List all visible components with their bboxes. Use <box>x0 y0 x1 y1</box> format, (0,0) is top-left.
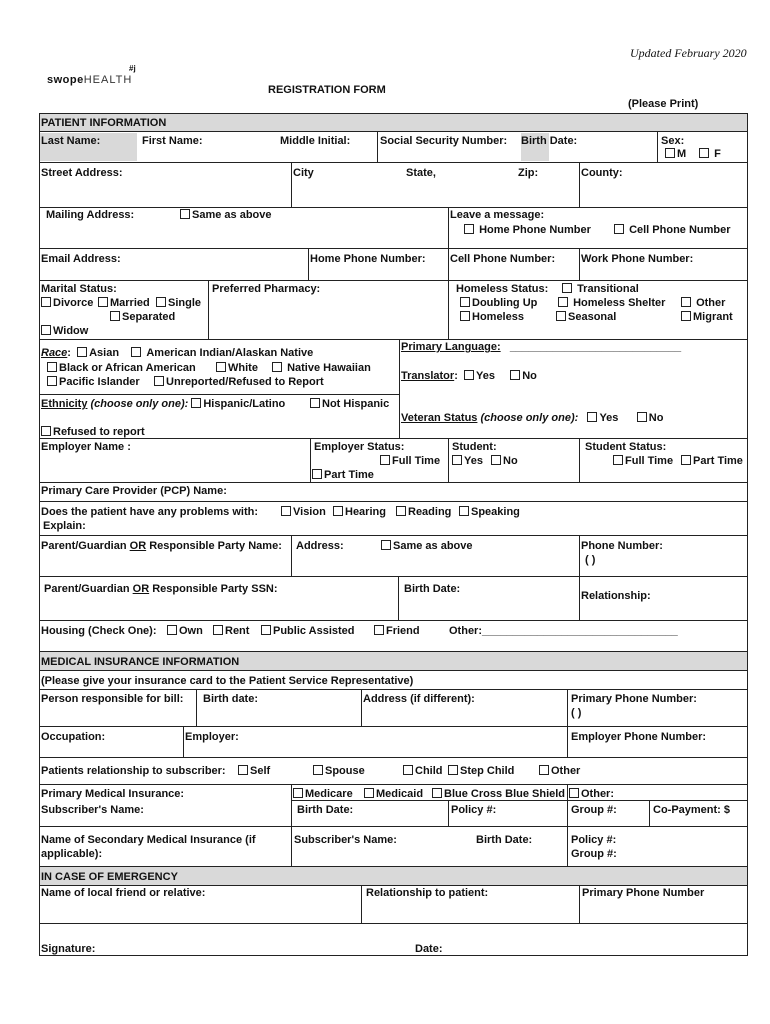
checkbox-icon <box>637 412 647 422</box>
hearing-checkbox[interactable]: Hearing <box>333 506 386 519</box>
checkbox-icon <box>47 376 57 386</box>
hline <box>39 131 748 132</box>
county-label: County: <box>581 167 623 179</box>
policy-label: Policy #: <box>451 804 497 816</box>
checkbox-icon <box>167 625 177 635</box>
not-hispanic-checkbox[interactable]: Not Hispanic <box>310 398 389 411</box>
message-cell-phone-checkbox[interactable]: Cell Phone Number <box>614 224 731 237</box>
checkbox-icon <box>312 469 322 479</box>
hline <box>39 955 748 956</box>
work-phone-label: Work Phone Number: <box>581 253 694 265</box>
pacific-islander-checkbox[interactable]: Pacific Islander <box>47 376 140 389</box>
student-yes-checkbox[interactable]: Yes <box>452 455 483 468</box>
checkbox-icon <box>539 765 549 775</box>
veteran-row <box>401 412 663 425</box>
vline <box>183 726 184 757</box>
occupation-label: Occupation: <box>41 731 106 743</box>
housing-other-field[interactable]: Other:________________________________ <box>449 625 678 637</box>
bcbs-checkbox[interactable]: Blue Cross Blue Shield <box>432 788 565 801</box>
checkbox-icon <box>98 297 108 307</box>
vline <box>649 800 650 826</box>
hline <box>39 482 748 483</box>
rent-checkbox[interactable]: Rent <box>213 625 249 638</box>
hline <box>39 501 748 502</box>
hline <box>39 826 748 827</box>
relationship-other-checkbox[interactable]: Other <box>539 765 580 778</box>
checkbox-icon <box>364 788 374 798</box>
employer-label: Employer: <box>185 731 239 743</box>
checkbox-icon <box>213 625 223 635</box>
sex-m-checkbox[interactable]: M <box>665 148 686 161</box>
checkbox-icon <box>77 347 87 357</box>
checkbox-icon <box>281 506 291 516</box>
vline <box>291 784 292 866</box>
hline <box>39 689 748 690</box>
native-hawaiian-checkbox[interactable]: Native Hawaiian <box>272 362 371 375</box>
step-child-checkbox[interactable]: Step Child <box>448 765 514 778</box>
mailing-address-label: Mailing Address: <box>46 209 135 221</box>
self-checkbox[interactable]: Self <box>238 765 270 778</box>
hline <box>39 576 748 577</box>
email-label: Email Address: <box>41 253 121 265</box>
home-phone-label: Home Phone Number: <box>310 253 426 265</box>
guardian-phone-parens: ( ) <box>585 554 596 566</box>
explain-label: Explain: <box>43 520 86 532</box>
checkbox-icon <box>448 765 458 775</box>
veteran-yes-checkbox[interactable]: Yes <box>587 412 618 424</box>
speaking-checkbox[interactable]: Speaking <box>459 506 520 519</box>
guardian-birth-date-label: Birth Date: <box>404 583 461 595</box>
employer-part-time-checkbox[interactable]: Part Time <box>312 469 374 482</box>
separated-checkbox[interactable]: Separated <box>110 311 175 324</box>
hline <box>39 670 748 671</box>
vline <box>567 784 568 866</box>
student-part-time-checkbox[interactable]: Part Time <box>681 455 743 468</box>
local-contact-label: Name of local friend or relative: <box>41 887 206 899</box>
translator-label: Translator <box>401 370 455 382</box>
checkbox-icon <box>47 362 57 372</box>
same-as-above-checkbox[interactable]: Same as above <box>180 209 272 222</box>
address-different-label: Address (if different): <box>363 693 475 705</box>
vline <box>579 248 580 280</box>
checkbox-icon <box>313 765 323 775</box>
message-home-phone-checkbox[interactable]: Home Phone Number <box>464 224 591 237</box>
checkbox-icon <box>41 426 51 436</box>
checkbox-icon <box>452 455 462 465</box>
checkbox-icon <box>293 788 303 798</box>
guardian-ssn-label: Parent/Guardian OR Responsible Party SSN: <box>44 583 278 595</box>
ethnicity-row <box>41 398 285 411</box>
friend-checkbox[interactable]: Friend <box>374 625 420 638</box>
unreported-checkbox[interactable]: Unreported/Refused to Report <box>154 376 324 389</box>
race-label: Race <box>41 347 68 359</box>
student-no-checkbox[interactable]: No <box>491 455 518 468</box>
primary-language-label: Primary Language: <box>401 341 501 353</box>
checkbox-icon <box>614 224 624 234</box>
checkbox-icon <box>464 224 474 234</box>
updated-date: Updated February 2020 <box>630 46 747 60</box>
public-assisted-checkbox[interactable]: Public Assisted <box>261 625 355 638</box>
secondary-group-label: Group #: <box>571 848 617 860</box>
guardian-phone-label: Phone Number: <box>581 540 663 552</box>
student-label: Student: <box>452 441 497 453</box>
checkbox-icon <box>131 347 141 357</box>
vline <box>448 207 449 248</box>
hline <box>39 535 748 536</box>
responsible-birth-date-label: Birth date: <box>203 693 258 705</box>
guardian-same-above-checkbox[interactable]: Same as above <box>381 540 473 553</box>
hline <box>39 339 748 340</box>
zip-label: Zip: <box>518 167 539 179</box>
hline <box>39 394 400 395</box>
hline <box>39 757 748 758</box>
last-name-label: Last Name: <box>41 135 101 147</box>
hline <box>39 866 748 867</box>
vline <box>291 535 292 576</box>
white-checkbox[interactable]: White <box>216 362 258 375</box>
sex-label: Sex: <box>661 135 685 147</box>
vline <box>208 280 209 339</box>
doubling-up-checkbox[interactable]: Doubling Up <box>460 297 537 310</box>
vline <box>567 689 568 726</box>
checkbox-icon <box>180 209 190 219</box>
first-name-label: First Name: <box>142 135 203 147</box>
checkbox-icon <box>403 765 413 775</box>
signature-label: Signature: <box>41 943 96 955</box>
vline <box>399 339 400 438</box>
logo-mark-icon: #j <box>129 64 136 73</box>
secondary-policy-label: Policy #: <box>571 834 617 846</box>
checkbox-icon <box>460 311 470 321</box>
vline <box>579 885 580 923</box>
medicare-checkbox[interactable]: Medicare <box>293 788 353 801</box>
checkbox-icon <box>587 412 597 422</box>
hline <box>39 280 748 281</box>
checkbox-icon <box>681 455 691 465</box>
date-label: Date: <box>415 943 443 955</box>
checkbox-icon <box>562 283 572 293</box>
copay-label: Co-Payment: $ <box>653 804 731 816</box>
insurance-note: (Please give your insurance card to the Patient Service Representative) <box>41 675 414 687</box>
ethnicity-note: (choose only one): <box>90 398 189 410</box>
homeless-checkbox[interactable]: Homeless <box>460 311 524 324</box>
checkbox-icon <box>681 311 691 321</box>
checkbox-icon <box>154 376 164 386</box>
hline <box>39 923 748 924</box>
american-indian-checkbox[interactable]: American Indian/Alaskan Native <box>131 347 313 359</box>
vline <box>448 280 449 339</box>
employer-phone-label: Employer Phone Number: <box>571 731 707 743</box>
homeless-other-checkbox[interactable]: Other <box>681 297 725 310</box>
vline <box>448 248 449 280</box>
reading-checkbox[interactable]: Reading <box>396 506 451 519</box>
city-label: City <box>293 167 314 179</box>
ssn-label: Social Security Number: <box>380 135 508 147</box>
checkbox-icon <box>556 311 566 321</box>
vline <box>308 248 309 280</box>
medicaid-checkbox[interactable]: Medicaid <box>364 788 423 801</box>
responsible-label: Person responsible for bill: <box>41 693 184 705</box>
border-right <box>747 113 748 955</box>
vline <box>657 131 658 162</box>
logo-suffix: HEALTH <box>83 74 133 86</box>
preferred-pharmacy-label: Preferred Pharmacy: <box>212 283 321 295</box>
emergency-section-title: IN CASE OF EMERGENCY <box>41 871 178 883</box>
checkbox-icon <box>110 311 120 321</box>
checkbox-icon <box>374 625 384 635</box>
vline <box>448 438 449 482</box>
group-label: Group #: <box>571 804 617 816</box>
subscriber-name-label: Subscriber's Name: <box>41 804 144 816</box>
birth-date-label: Birth Date: <box>521 135 578 147</box>
checkbox-icon <box>613 455 623 465</box>
employer-status-label: Employer Status: <box>314 441 405 453</box>
marital-status-label: Marital Status: <box>41 283 117 295</box>
hline <box>39 620 748 621</box>
vline <box>361 689 362 726</box>
checkbox-icon <box>558 297 568 307</box>
vline <box>361 885 362 923</box>
hline <box>39 207 748 208</box>
veteran-label: Veteran Status <box>401 412 478 424</box>
checkbox-icon <box>569 788 579 798</box>
hline <box>39 248 748 249</box>
vline <box>579 576 580 620</box>
primary-language-row <box>401 341 681 354</box>
ethnicity-label: Ethnicity <box>41 398 88 410</box>
married-checkbox[interactable]: Married <box>98 297 150 310</box>
checkbox-icon <box>156 297 166 307</box>
subscriber-relationship-label: Patients relationship to subscriber: <box>41 765 226 777</box>
vline <box>579 438 580 482</box>
single-checkbox[interactable]: Single <box>156 297 201 310</box>
checkbox-icon <box>459 506 469 516</box>
race-row-1: Race: Asian American Indian/Alaskan Native <box>41 347 314 359</box>
vline <box>377 131 378 162</box>
secondary-insurance-label-2: applicable): <box>41 848 103 860</box>
patient-section-title: PATIENT INFORMATION <box>41 117 167 129</box>
subscriber-birth-date-label: Birth Date: <box>297 804 354 816</box>
hispanic-checkbox[interactable]: Hispanic/Latino <box>191 398 285 410</box>
checkbox-icon <box>491 455 501 465</box>
checkbox-icon <box>460 297 470 307</box>
hline <box>39 726 748 727</box>
pcp-label: Primary Care Provider (PCP) Name: <box>41 485 227 497</box>
child-checkbox[interactable]: Child <box>403 765 443 778</box>
divorce-checkbox[interactable]: Divorce <box>41 297 93 310</box>
employer-name-label: Employer Name : <box>41 441 131 453</box>
guardian-name-label: Parent/Guardian OR Responsible Party Name: <box>41 540 282 552</box>
checkbox-icon <box>41 325 51 335</box>
hline <box>39 885 748 886</box>
checkbox-icon <box>272 362 282 372</box>
emergency-phone-label: Primary Phone Number <box>582 887 705 899</box>
primary-language-field[interactable]: ____________________________ <box>509 341 682 353</box>
transitional-checkbox[interactable]: Transitional <box>562 283 639 296</box>
guardian-relationship-label: Relationship: <box>581 590 651 602</box>
seasonal-checkbox[interactable]: Seasonal <box>556 311 616 324</box>
insurance-other-checkbox[interactable]: Other: <box>569 788 614 801</box>
homeless-status-label: Homeless Status: <box>456 283 549 295</box>
checkbox-icon <box>381 540 391 550</box>
checkbox-icon <box>510 370 520 380</box>
checkbox-icon <box>310 398 320 408</box>
refused-checkbox[interactable]: Refused to report <box>41 426 145 439</box>
insurance-section-title: MEDICAL INSURANCE INFORMATION <box>41 656 240 668</box>
vline <box>567 726 568 757</box>
own-checkbox[interactable]: Own <box>167 625 203 638</box>
emergency-relationship-label: Relationship to patient: <box>366 887 489 899</box>
translator-yes-checkbox[interactable]: Yes <box>464 370 495 382</box>
checkbox-icon <box>396 506 406 516</box>
vline <box>291 162 292 207</box>
translator-row: Translator: Yes No <box>401 370 537 382</box>
street-address-label: Street Address: <box>41 167 123 179</box>
secondary-subscriber-label: Subscriber's Name: <box>294 834 397 846</box>
problems-label: Does the patient have any problems with: <box>41 506 258 518</box>
checkbox-icon <box>699 148 709 158</box>
veteran-no-checkbox[interactable]: No <box>637 412 664 424</box>
please-print: (Please Print) <box>628 98 699 110</box>
primary-phone-parens: ( ) <box>571 707 582 719</box>
leave-message-label: Leave a message: <box>450 209 545 221</box>
hline <box>39 113 748 114</box>
middle-initial-label: Middle Initial: <box>280 135 351 147</box>
veteran-note: (choose only one): <box>480 412 579 424</box>
hline <box>39 438 748 439</box>
student-status-label: Student Status: <box>585 441 667 453</box>
checkbox-icon <box>238 765 248 775</box>
widow-checkbox[interactable]: Widow <box>41 325 88 338</box>
housing-label: Housing (Check One): <box>41 625 157 637</box>
checkbox-icon <box>464 370 474 380</box>
vision-checkbox[interactable]: Vision <box>281 506 326 519</box>
vline <box>448 800 449 826</box>
primary-phone-label: Primary Phone Number: <box>571 693 697 705</box>
employer-full-time-checkbox[interactable]: Full Time <box>380 455 440 468</box>
vline <box>579 162 580 207</box>
primary-insurance-label: Primary Medical Insurance: <box>41 788 185 800</box>
checkbox-icon <box>41 297 51 307</box>
state-label: State, <box>406 167 436 179</box>
translator-no-checkbox[interactable]: No <box>510 370 537 382</box>
checkbox-icon <box>681 297 691 307</box>
checkbox-icon <box>216 362 226 372</box>
logo-brand: swope <box>47 74 84 86</box>
checkbox-icon <box>432 788 442 798</box>
vline <box>196 689 197 726</box>
vline <box>398 576 399 620</box>
vline <box>310 438 311 482</box>
checkbox-icon <box>191 398 201 408</box>
secondary-birth-date-label: Birth Date: <box>476 834 533 846</box>
black-checkbox[interactable]: Black or African American <box>47 362 196 375</box>
hline <box>39 651 748 652</box>
sex-f-checkbox[interactable]: F <box>699 148 721 161</box>
logo <box>47 64 136 88</box>
checkbox-icon <box>261 625 271 635</box>
checkbox-icon <box>665 148 675 158</box>
cell-phone-label: Cell Phone Number: <box>450 253 556 265</box>
hline <box>39 784 748 785</box>
border-left <box>39 113 40 955</box>
form-title: REGISTRATION FORM <box>268 84 386 96</box>
student-full-time-checkbox[interactable]: Full Time <box>613 455 673 468</box>
migrant-checkbox[interactable]: Migrant <box>681 311 733 324</box>
homeless-shelter-checkbox[interactable]: Homeless Shelter <box>558 297 665 310</box>
asian-checkbox[interactable]: Asian <box>77 347 119 359</box>
spouse-checkbox[interactable]: Spouse <box>313 765 365 778</box>
vline <box>579 535 580 576</box>
guardian-address-label: Address: <box>296 540 344 552</box>
checkbox-icon <box>333 506 343 516</box>
checkbox-icon <box>380 455 390 465</box>
secondary-insurance-label-1: Name of Secondary Medical Insurance (if <box>41 834 256 846</box>
hline <box>39 162 748 163</box>
